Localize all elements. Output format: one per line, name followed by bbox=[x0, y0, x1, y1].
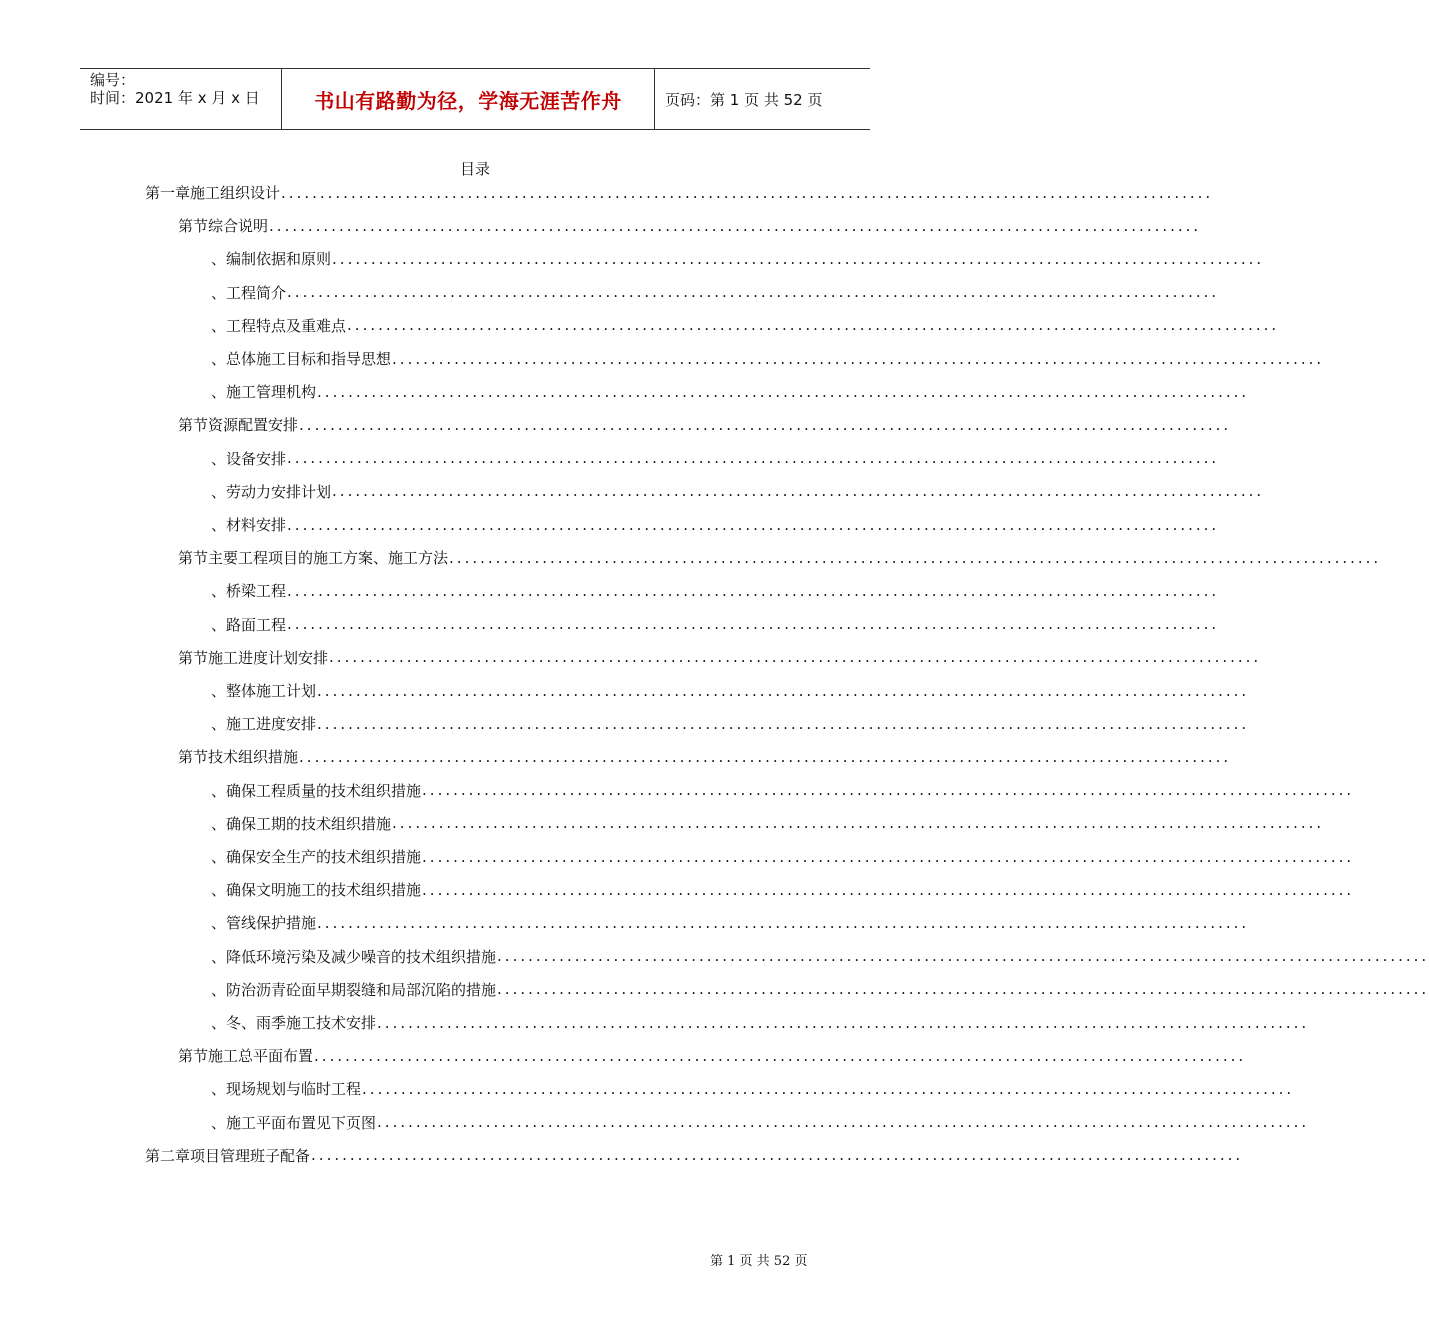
toc-leader-dots: ........................................................................................................................ bbox=[269, 216, 1202, 235]
toc-entry-label: 工程特点及重难点 bbox=[226, 316, 347, 335]
toc-leader-dots: ........................................................................................................................ bbox=[362, 1079, 1295, 1098]
page-footer: 第 1 页 共 52 页 bbox=[710, 1254, 808, 1269]
toc-entry-label: 施工管理机构 bbox=[226, 383, 317, 402]
toc-entry[interactable] bbox=[211, 1072, 1295, 1105]
toc-entry-number: 、 bbox=[211, 848, 227, 866]
toc-leader-dots: ........................................................................................................................ bbox=[287, 615, 1220, 634]
toc-entry-label: 整体施工计划 bbox=[226, 682, 317, 700]
toc-leader-dots: ........................................................................................................................ bbox=[317, 681, 1250, 700]
toc-entry[interactable] bbox=[211, 1006, 1310, 1039]
toc-entry[interactable] bbox=[211, 1106, 1310, 1139]
toc-entry-number: 第节 bbox=[178, 217, 209, 236]
header-motto: 书山有路勤为径，学海无涯苦作舟 bbox=[282, 69, 655, 129]
toc-entry[interactable] bbox=[211, 608, 1220, 641]
toc-entry[interactable] bbox=[211, 442, 1220, 475]
toc-entry[interactable] bbox=[145, 1139, 1244, 1172]
toc-entry-label: 管线保护措施 bbox=[226, 914, 317, 933]
toc-entry-label: 桥梁工程 bbox=[226, 582, 287, 601]
document-time-label: 时间：2021 年 x 月 x 日 bbox=[90, 89, 260, 107]
toc-entry-label: 编制依据和原则 bbox=[226, 250, 332, 269]
toc-entry-label: 施工进度安排 bbox=[226, 715, 317, 734]
toc-entry[interactable] bbox=[211, 242, 1265, 275]
toc-entry[interactable] bbox=[211, 276, 1220, 309]
toc-entry[interactable] bbox=[211, 807, 1325, 840]
toc-entry-number: 、 bbox=[211, 250, 227, 269]
toc-entry-number: 、 bbox=[211, 682, 227, 700]
toc-entry-number: 第节 bbox=[178, 648, 209, 667]
toc-entry-number: 、 bbox=[211, 615, 227, 634]
toc-entry-label: 施工总平面布置 bbox=[208, 1047, 314, 1066]
toc-leader-dots: ........................................................................................................................ bbox=[377, 1013, 1310, 1032]
toc-entry-number: 、 bbox=[211, 482, 227, 501]
toc-entry-number: 、 bbox=[211, 947, 227, 966]
toc-entry[interactable] bbox=[178, 541, 1382, 574]
toc-leader-dots: ........................................................................................................................ bbox=[317, 714, 1250, 733]
toc-entry-number: 第节 bbox=[178, 1047, 209, 1066]
toc-leader-dots: ........................................................................................................................ bbox=[311, 1146, 1244, 1165]
toc-leader-dots: ........................................................................................................................ bbox=[299, 747, 1232, 766]
toc-entry[interactable] bbox=[211, 342, 1325, 375]
toc-entry[interactable] bbox=[211, 574, 1220, 607]
toc-entry-label: 路面工程 bbox=[226, 615, 287, 634]
toc-entry[interactable] bbox=[211, 707, 1250, 740]
toc-entry-label: 施工组织设计 bbox=[190, 184, 281, 202]
toc-entry[interactable] bbox=[178, 1039, 1247, 1072]
toc-entry-label: 防治沥青砼面早期裂缝和局部沉陷的措施 bbox=[226, 980, 497, 999]
toc-entry-label: 综合说明 bbox=[208, 217, 269, 236]
toc-entry-number: 、 bbox=[211, 781, 227, 800]
toc-entry-number: 、 bbox=[211, 1113, 227, 1132]
toc-leader-dots: ........................................................................................................................ bbox=[392, 814, 1325, 833]
toc-entry[interactable] bbox=[211, 940, 1429, 973]
toc-entry-number: 、 bbox=[211, 1080, 227, 1099]
toc-entry[interactable] bbox=[211, 508, 1220, 541]
toc-entry-number: 、 bbox=[211, 582, 227, 601]
toc-entry-number: 第节 bbox=[178, 748, 209, 767]
toc-entry-number: 第二章 bbox=[145, 1146, 191, 1165]
toc-entry-label: 劳动力安排计划 bbox=[226, 482, 332, 501]
toc-entry[interactable] bbox=[211, 873, 1355, 906]
toc-leader-dots: ........................................................................................................................ bbox=[287, 283, 1220, 302]
document-header bbox=[80, 68, 870, 130]
toc-leader-dots: ........................................................................................................................ bbox=[497, 947, 1429, 966]
toc-entry-label: 现场规划与临时工程 bbox=[226, 1080, 362, 1099]
toc-entry-number: 第一章 bbox=[145, 184, 191, 202]
header-meta bbox=[80, 69, 282, 129]
toc-entry-number: 、 bbox=[211, 814, 227, 833]
toc-entry-label: 确保安全生产的技术组织措施 bbox=[226, 848, 422, 866]
toc-entry[interactable] bbox=[211, 774, 1355, 807]
toc-leader-dots: ........................................................................................................................ bbox=[377, 1113, 1310, 1132]
toc-leader-dots: ........................................................................................................................ bbox=[287, 515, 1220, 534]
toc-entry-label: 总体施工目标和指导思想 bbox=[226, 350, 392, 368]
toc-leader-dots: ........................................................................................................................ bbox=[332, 482, 1265, 501]
toc-entry[interactable] bbox=[145, 176, 1214, 209]
toc-entry-label: 设备安排 bbox=[226, 449, 287, 468]
toc-entry-label: 项目管理班子配备 bbox=[190, 1146, 311, 1165]
toc-leader-dots: ........................................................................................................................ bbox=[422, 781, 1355, 800]
toc-leader-dots: ........................................................................................................................ bbox=[299, 415, 1232, 434]
toc-leader-dots: ........................................................................................................................ bbox=[314, 1046, 1247, 1065]
header-page-info: 页码：第 1 页 共 52 页 bbox=[665, 90, 823, 109]
toc-entry[interactable] bbox=[211, 973, 1429, 1006]
toc-entry-number: 第节 bbox=[178, 549, 209, 568]
toc-leader-dots: ........................................................................................................................ bbox=[329, 648, 1262, 667]
toc-entry-number: 、 bbox=[211, 316, 227, 335]
toc-entry[interactable] bbox=[178, 209, 1202, 242]
toc-entry-label: 降低环境污染及减少噪音的技术组织措施 bbox=[226, 947, 497, 966]
toc-title: 目录 bbox=[459, 160, 490, 178]
toc-leader-dots: ........................................................................................................................ bbox=[422, 880, 1355, 899]
toc-entry-number: 、 bbox=[211, 1014, 227, 1032]
toc-leader-dots: ........................................................................................................................ bbox=[317, 382, 1250, 401]
toc-entry-number: 、 bbox=[211, 449, 227, 468]
toc-entry-label: 确保工期的技术组织措施 bbox=[226, 814, 392, 833]
toc-leader-dots: ........................................................................................................................ bbox=[449, 548, 1382, 567]
toc-entry[interactable] bbox=[211, 840, 1355, 873]
toc-entry[interactable] bbox=[178, 740, 1232, 773]
toc-entry-label: 工程简介 bbox=[226, 283, 287, 302]
toc-entry-label: 确保文明施工的技术组织措施 bbox=[226, 881, 422, 900]
toc-entry-number: 、 bbox=[211, 980, 227, 999]
toc-leader-dots: ........................................................................................................................ bbox=[392, 349, 1325, 368]
toc-entry-number: 、 bbox=[211, 283, 227, 302]
toc-entry-number: 、 bbox=[211, 715, 227, 734]
toc-entry-number: 、 bbox=[211, 350, 227, 368]
toc-entry-label: 技术组织措施 bbox=[208, 748, 299, 767]
toc-leader-dots: ........................................................................................................................ bbox=[317, 913, 1250, 932]
toc-entry-number: 、 bbox=[211, 914, 227, 933]
toc-entry-label: 施工进度计划安排 bbox=[208, 648, 329, 667]
toc-entry[interactable] bbox=[211, 475, 1265, 508]
toc-entry[interactable] bbox=[178, 641, 1262, 674]
toc-entry-label: 冬、雨季施工技术安排 bbox=[226, 1014, 377, 1032]
toc-entry-number: 、 bbox=[211, 383, 227, 402]
toc-entry[interactable] bbox=[211, 309, 1280, 342]
toc-entry-label: 施工平面布置见下页图 bbox=[226, 1113, 377, 1132]
toc-leader-dots: ........................................................................................................................ bbox=[422, 847, 1355, 866]
toc-leader-dots: ........................................................................................................................ bbox=[497, 980, 1429, 999]
toc-entry-number: 、 bbox=[211, 881, 227, 900]
toc-leader-dots: ........................................................................................................................ bbox=[281, 183, 1214, 202]
toc-entry[interactable] bbox=[211, 906, 1250, 939]
toc-leader-dots: ........................................................................................................................ bbox=[287, 449, 1220, 468]
toc-entry-number: 、 bbox=[211, 516, 227, 534]
toc-leader-dots: ........................................................................................................................ bbox=[287, 581, 1220, 600]
toc-entry[interactable] bbox=[178, 408, 1232, 441]
toc-entry[interactable] bbox=[211, 375, 1250, 408]
toc-leader-dots: ........................................................................................................................ bbox=[332, 249, 1265, 268]
toc-leader-dots: ........................................................................................................................ bbox=[347, 316, 1280, 335]
toc-entry-label: 资源配置安排 bbox=[208, 416, 299, 435]
toc-entry-label: 主要工程项目的施工方案、施工方法 bbox=[208, 549, 449, 568]
toc-entry-label: 材料安排 bbox=[226, 516, 287, 534]
toc-entry-number: 第节 bbox=[178, 416, 209, 435]
toc-entry[interactable] bbox=[211, 674, 1250, 707]
document-number-label: 编号： bbox=[90, 71, 136, 89]
toc-entry-label: 确保工程质量的技术组织措施 bbox=[226, 781, 422, 800]
